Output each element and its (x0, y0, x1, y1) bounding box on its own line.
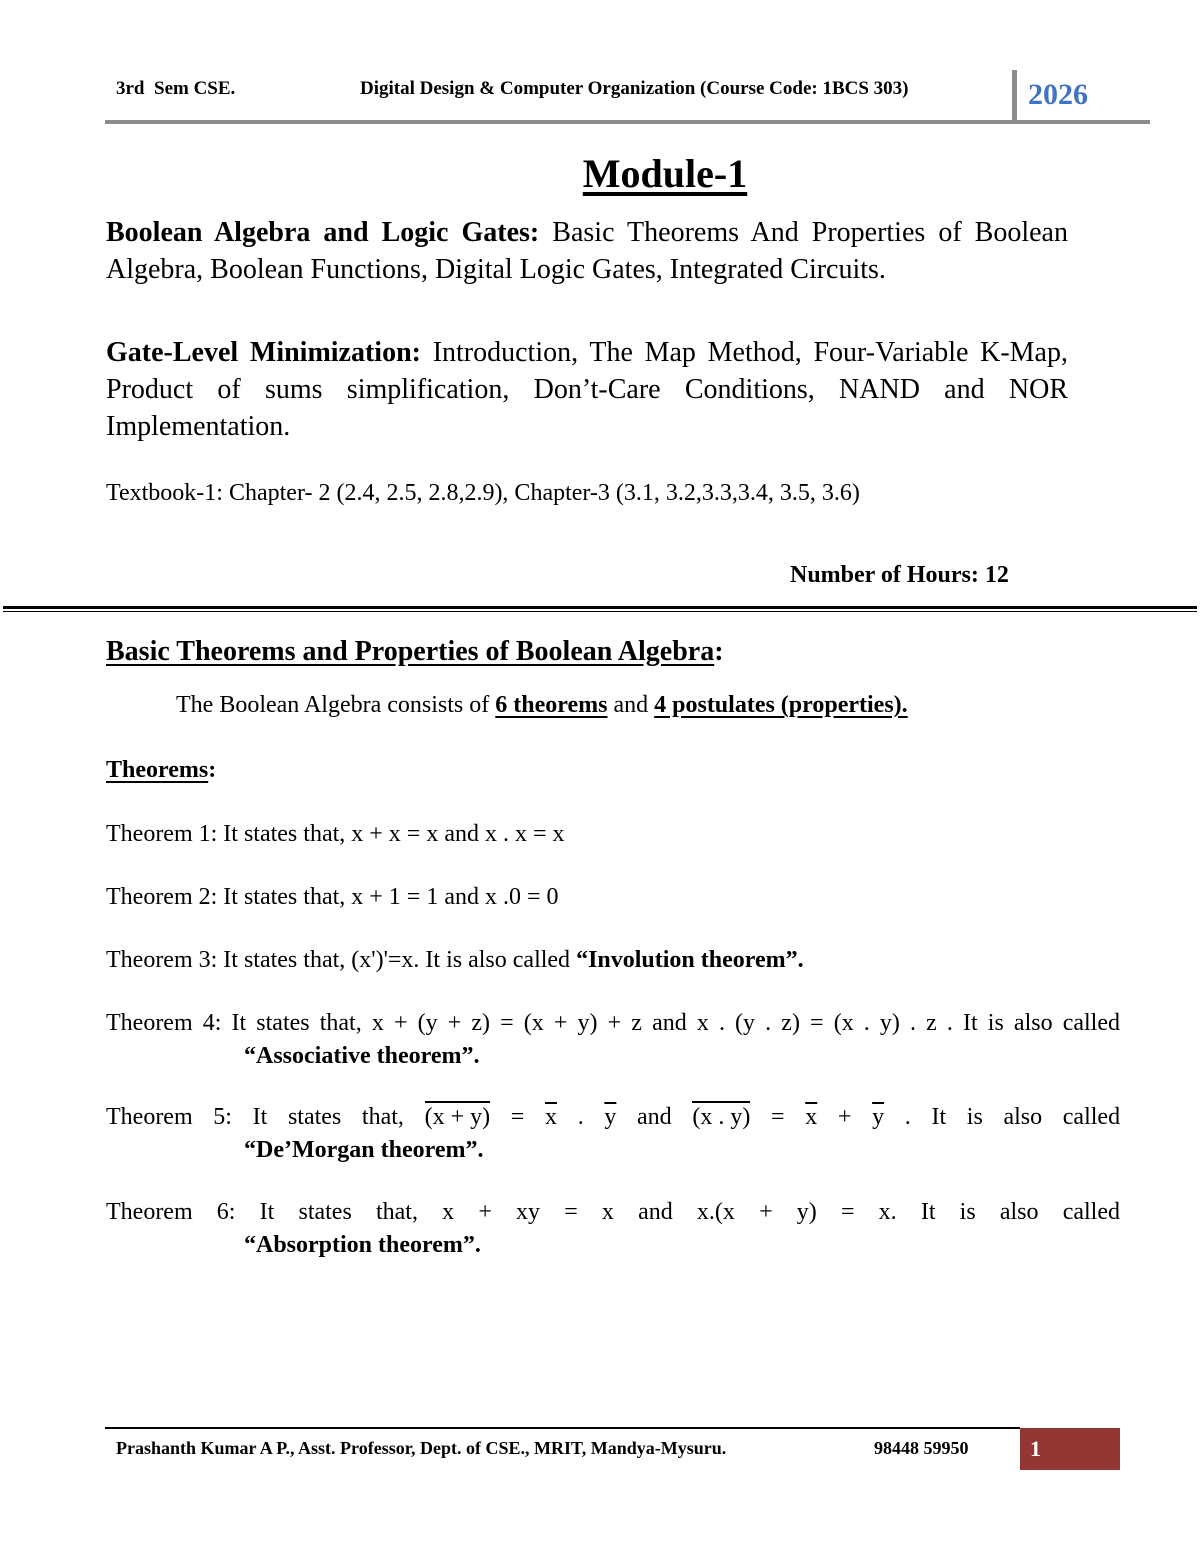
header-course-title: Digital Design & Computer Organization (Course Code: 1BCS 303) (360, 78, 909, 99)
theorem-4 (106, 1007, 1120, 1073)
theorem-6-name: “Absorption theorem”. (244, 1232, 481, 1258)
section-heading (106, 636, 724, 668)
syllabus-topic-1-body: Basic Theorems And Properties of Boolean Algebra, Boolean Functions, Digital Logic Gates, Integrated Circuits. (106, 217, 1068, 285)
textbook-reference: Textbook-1: Chapter- 2 (2.4, 2.5, 2.8,2.9), Chapter-3 (3.1, 3.2,3.3,3.4, 3.5, 3.6) (106, 480, 860, 506)
module-title: Module-1 (582, 151, 748, 196)
theorem-6 (106, 1196, 1120, 1262)
intro-sentence (176, 692, 908, 719)
theorem-5-plus: + (837, 1104, 852, 1130)
theorem-5 (106, 1101, 1120, 1167)
theorem-2: Theorem 2: It states that, x + 1 = 1 and x .0 = 0 (106, 884, 559, 910)
theorem-5-equals-2: = (771, 1104, 785, 1130)
header-divider (1012, 70, 1017, 122)
section-heading-colon: : (714, 636, 724, 667)
number-of-hours: Number of Hours: 12 (790, 562, 1009, 588)
footer-author: Prashanth Kumar A P., Asst. Professor, Dept. of CSE., MRIT, Mandya-Mysuru. (116, 1438, 727, 1458)
theorem-5-text (106, 1101, 1120, 1134)
theorem-3 (106, 944, 1120, 977)
theorem-3-name: “Involution theorem”. (576, 947, 804, 973)
header-year: 2026 (1028, 78, 1088, 111)
theorem-5-name: “De’Morgan theorem”. (244, 1137, 484, 1163)
theorem-5-y-bar-1: $\overline{y}$ (604, 1104, 617, 1130)
syllabus-topic-1-title: Boolean Algebra and Logic Gates: (106, 217, 540, 248)
theorem-6-text: Theorem 6: It states that, x + xy = x and x.(x + y) = x. It is also called (106, 1199, 1120, 1225)
theorem-1: Theorem 1: It states that, x + x = x and x . x = x (106, 821, 565, 847)
intro-pre: The Boolean Algebra consists of (176, 692, 496, 718)
theorem-5-sum-complement: (x + y) (425, 1101, 491, 1129)
section-heading-text: Basic Theorems and Properties of Boolean Algebra (106, 636, 715, 667)
header-semester: 3rd Sem CSE. (116, 78, 236, 99)
theorem-5-y-bar-2: $\overline{y}$ (872, 1104, 885, 1130)
theorem-4-name: “Associative theorem”. (244, 1043, 480, 1069)
footer-rule (105, 1427, 1020, 1429)
header-rule (105, 120, 1150, 124)
theorem-5-dot: . (577, 1104, 584, 1130)
theorems-heading-colon: : (208, 757, 217, 783)
theorem-5-x-bar-2: $\overline{x}$ (805, 1104, 818, 1130)
theorems-heading (106, 757, 216, 784)
theorem-5-equals-1: = (510, 1104, 525, 1130)
syllabus-topic-2-title: Gate-Level Minimization: (106, 337, 421, 368)
footer-phone: 98448 59950 (874, 1438, 969, 1458)
theorems-heading-text: Theorems (106, 757, 209, 783)
theorem-3-text: Theorem 3: It states that, (x')'=x. It is also called (106, 947, 577, 973)
syllabus-paragraph-2 (106, 334, 1068, 445)
intro-theorems-count: 6 theorems (495, 692, 608, 718)
theorem-5-tail: . It is also called (904, 1104, 1121, 1130)
theorem-5-intro: Theorem 5: It states that, (106, 1104, 404, 1130)
theorem-4-text: Theorem 4: It states that, x + (y + z) = (x + y) + z and x . (y . z) = (x . y) . z . It is also called (106, 1010, 1120, 1036)
theorem-5-x-bar-1: $\overline{x}$ (545, 1104, 558, 1130)
intro-mid: and (607, 692, 655, 718)
section-divider (3, 606, 1197, 609)
syllabus-paragraph-1 (106, 214, 1068, 288)
intro-postulates-count: 4 postulates (properties). (654, 692, 908, 718)
page-number: 1 (1030, 1436, 1041, 1461)
theorem-5-product-complement: (x . y) (692, 1101, 750, 1129)
syllabus-topic-2-body: Introduction, The Map Method, Four-Variable K-Map, Product of sums simplification, Don’t-Care Conditions, NAND and NOR Implementation. (106, 337, 1068, 442)
theorem-5-and: and (637, 1104, 672, 1130)
section-divider-thin (3, 611, 1197, 612)
